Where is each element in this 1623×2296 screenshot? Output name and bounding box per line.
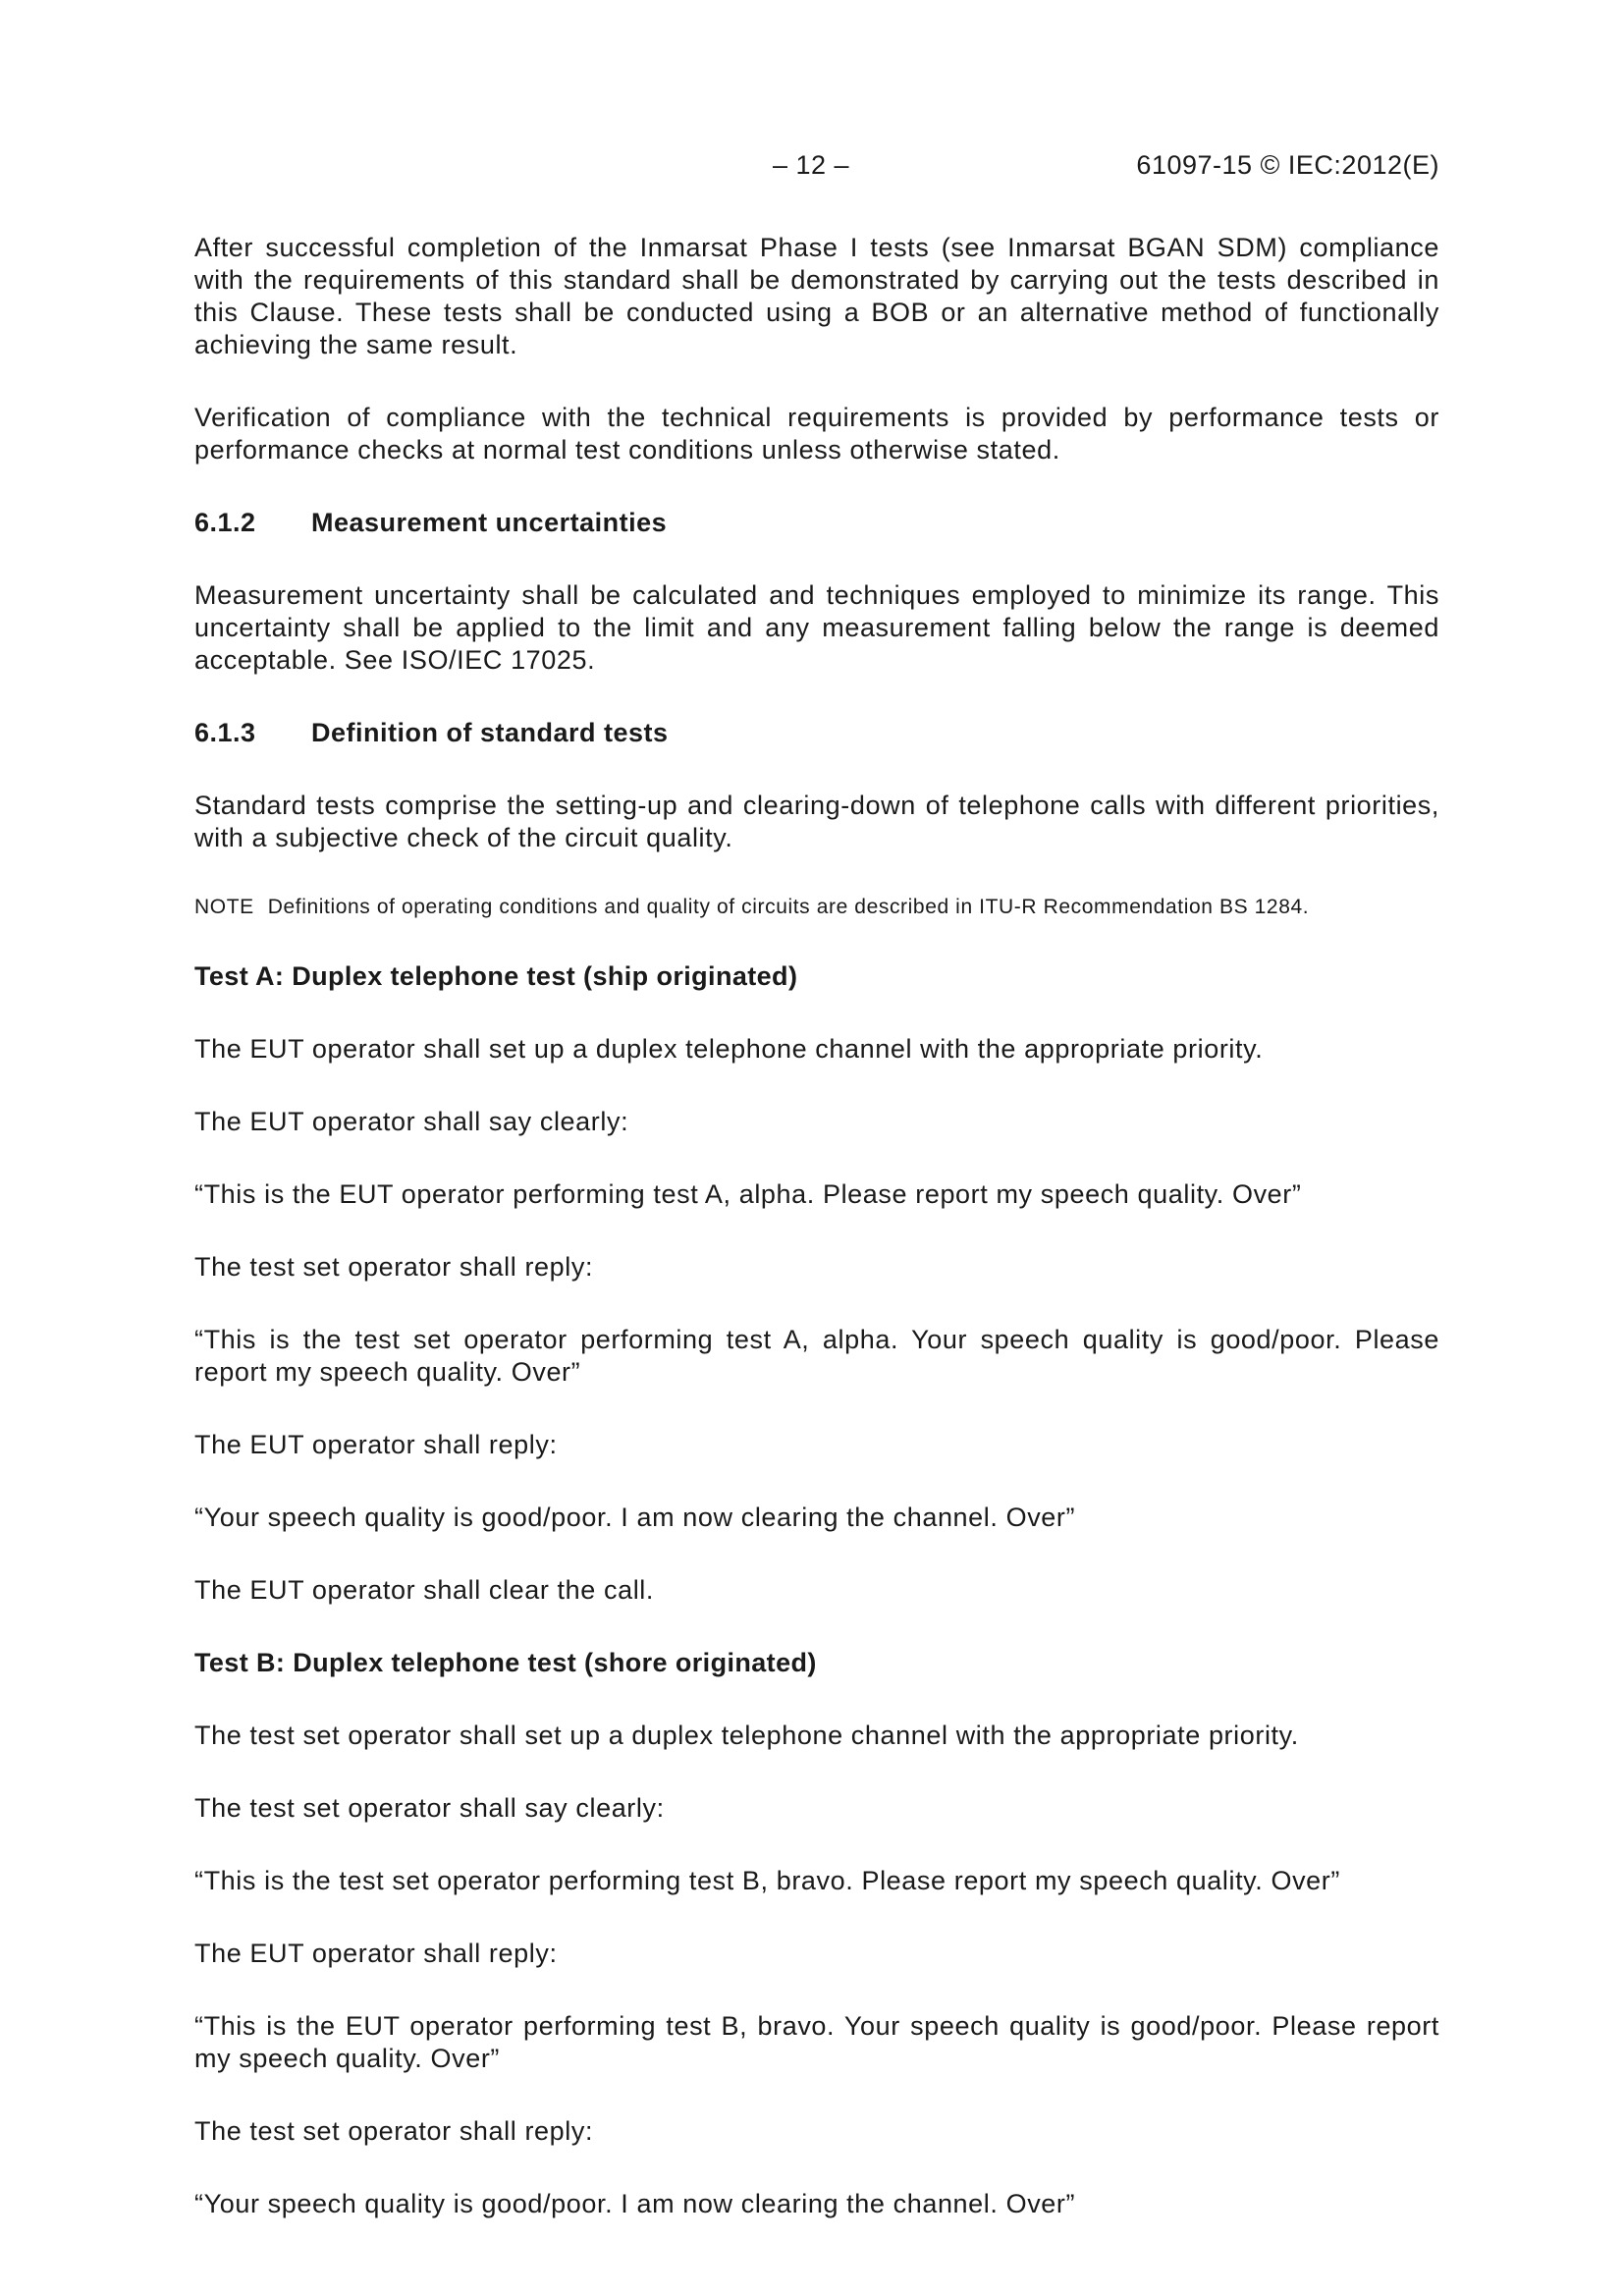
test-a-line: The EUT operator shall say clearly: — [194, 1107, 629, 1136]
test-a-line: “Your speech quality is good/poor. I am now clearing the channel. Over” — [194, 1503, 1076, 1532]
test-b-line: “Your speech quality is good/poor. I am now clearing the channel. Over” — [194, 2189, 1076, 2218]
document-body — [194, 232, 1439, 2220]
test-a-line: “This is the EUT operator performing test A, alpha. Please report my speech quality. Over” — [194, 1179, 1302, 1209]
test-b-line: The test set operator shall say clearly: — [194, 1793, 665, 1823]
test-b-line: “This is the test set operator performing test B, bravo. Please report my speech quality. Over” — [194, 1866, 1340, 1895]
test-a-line: The test set operator shall reply: — [194, 1252, 594, 1282]
test-a-line: “This is the test set operator performing test A, alpha. Your speech quality is good/poor. Please report my speech quality. Over” — [194, 1325, 1439, 1387]
section-heading-6-1-3 — [194, 717, 1439, 749]
page-header — [194, 150, 1439, 190]
test-b-line: The test set operator shall set up a duplex telephone channel with the appropriate priority. — [194, 1721, 1299, 1750]
note-label: NOTE — [194, 896, 254, 918]
test-a-line: The EUT operator shall reply: — [194, 1430, 558, 1459]
standard-tests-paragraph: Standard tests comprise the setting-up and clearing-down of telephone calls with different priorities, with a subjective check of the circuit quality. — [194, 791, 1439, 852]
document-reference: 61097-15 © IEC:2012(E) — [1136, 150, 1439, 180]
section-title: Definition of standard tests — [311, 718, 669, 747]
test-b-heading: Test B: Duplex telephone test (shore originated) — [194, 1648, 817, 1677]
section-heading-6-1-2 — [194, 507, 1439, 539]
test-b-line: “This is the EUT operator performing test B, bravo. Your speech quality is good/poor. Please report my speech quality. Over” — [194, 2011, 1439, 2073]
test-b-line: The test set operator shall reply: — [194, 2116, 594, 2146]
test-b-line: The EUT operator shall reply: — [194, 1939, 558, 1968]
section-title: Measurement uncertainties — [311, 508, 668, 537]
test-a-heading: Test A: Duplex telephone test (ship originated) — [194, 961, 798, 991]
section-number: 6.1.2 — [194, 508, 256, 537]
section-number: 6.1.3 — [194, 718, 256, 747]
uncertainty-paragraph: Measurement uncertainty shall be calculated and techniques employed to minimize its range. This uncertainty shall be applied to the limit and any measurement falling below the range is deemed acceptable. See ISO/IEC 17025. — [194, 580, 1439, 675]
test-a-line: The EUT operator shall clear the call. — [194, 1575, 655, 1605]
test-a-line: The EUT operator shall set up a duplex telephone channel with the appropriate priority. — [194, 1034, 1264, 1064]
note-block — [194, 895, 1439, 920]
intro-paragraph-1: After successful completion of the Inmarsat Phase I tests (see Inmarsat BGAN SDM) compliance with the requirements of this standard shall be demonstrated by carrying out the tests described in this Clause. These tests shall be conducted using a BOB or an alternative method of functionally achieving the same result. — [194, 233, 1439, 359]
page-number: – 12 – — [773, 150, 850, 180]
note-text: Definitions of operating conditions and quality of circuits are described in ITU-R Recommendation BS 1284. — [267, 896, 1310, 918]
intro-paragraph-2: Verification of compliance with the technical requirements is provided by performance tests or performance checks at normal test conditions unless otherwise stated. — [194, 403, 1439, 465]
